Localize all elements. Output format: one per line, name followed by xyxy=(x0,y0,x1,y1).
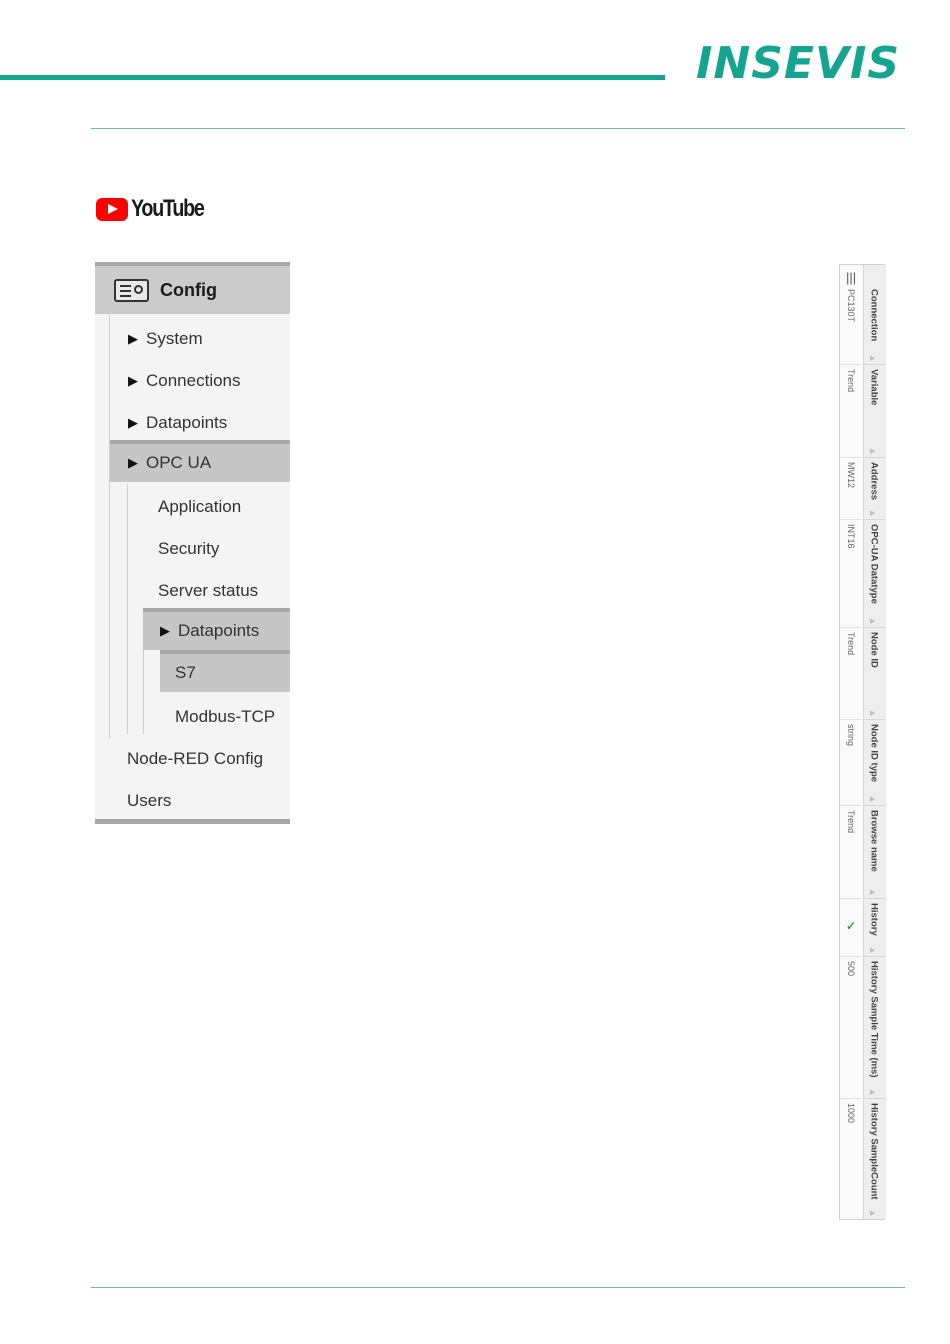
sort-icon[interactable]: ▶ xyxy=(870,947,876,954)
datapoint-table xyxy=(839,264,885,1220)
table-cell[interactable] xyxy=(840,899,862,957)
sort-icon[interactable]: ▶ xyxy=(870,889,876,896)
tree-item-modbus-tcp[interactable] xyxy=(160,696,290,738)
tree-item-connections[interactable] xyxy=(110,360,290,402)
cell-value: Trend xyxy=(846,632,856,656)
column-header-label: Browse name xyxy=(868,810,880,872)
column-header-label: Node ID xyxy=(868,632,880,668)
column-header-node-id-type[interactable] xyxy=(863,720,885,806)
insevis-logo: INSEVIS xyxy=(696,38,901,89)
cell-value: 1000 xyxy=(846,1103,856,1124)
tree-item-label: OPC UA xyxy=(146,453,212,472)
table-cell[interactable] xyxy=(840,285,862,365)
expand-arrow-icon: ▶ xyxy=(160,623,170,638)
tree-item-label: Datapoints xyxy=(178,621,260,640)
header-accent-bar xyxy=(0,75,665,80)
sort-icon[interactable]: ▶ xyxy=(870,355,876,362)
youtube-play-icon xyxy=(96,198,128,221)
table-cell[interactable] xyxy=(840,365,862,458)
tree-item-datapoints[interactable] xyxy=(110,402,290,444)
tree-item-label: Users xyxy=(127,791,172,810)
tree-item-label: Application xyxy=(158,497,242,516)
column-header-label: Address xyxy=(868,462,880,501)
cell-value: MW12 xyxy=(846,462,856,489)
expand-arrow-icon: ▶ xyxy=(128,331,138,346)
expand-arrow-icon: ▶ xyxy=(128,455,138,470)
sort-icon[interactable]: ▶ xyxy=(870,710,876,717)
column-header-label: Node ID type xyxy=(868,724,880,783)
youtube-logo[interactable] xyxy=(96,195,220,223)
column-header-node-id[interactable] xyxy=(863,628,885,720)
cell-value: PC130T xyxy=(846,289,856,323)
tree-item-label: System xyxy=(146,329,203,348)
tree-item-opc-datapoints[interactable] xyxy=(143,608,290,650)
column-header-label: OPC-UA Datatype xyxy=(868,524,880,604)
column-header-label: Variable xyxy=(868,369,880,406)
tree-item-users[interactable] xyxy=(110,780,290,822)
cell-value: INT16 xyxy=(846,524,856,549)
cell-value: 500 xyxy=(846,961,856,977)
column-header-opc-ua-datatype[interactable] xyxy=(863,520,885,628)
history-check-icon: ✓ xyxy=(846,919,857,933)
tree-item-server-status[interactable] xyxy=(128,570,290,612)
table-cell[interactable] xyxy=(840,957,862,1099)
sort-icon[interactable]: ▶ xyxy=(870,1089,876,1096)
tree-item-label: Datapoints xyxy=(146,413,228,432)
table-cell[interactable] xyxy=(840,520,862,628)
column-header-address[interactable] xyxy=(863,458,885,520)
tree-item-label: Node-RED Config xyxy=(127,749,264,768)
column-header-history[interactable] xyxy=(863,899,885,957)
column-header-connection[interactable] xyxy=(863,285,885,365)
table-cell[interactable] xyxy=(840,1099,862,1219)
column-header-label: History xyxy=(868,903,880,936)
tree-item-system[interactable] xyxy=(110,318,290,360)
column-menu-icon[interactable]: ||| xyxy=(846,270,857,285)
tree-guide-line xyxy=(143,650,144,734)
column-header-variable[interactable] xyxy=(863,365,885,458)
tree-item-label: Connections xyxy=(146,371,241,390)
sort-icon[interactable]: ▶ xyxy=(870,510,876,517)
sort-icon[interactable]: ▶ xyxy=(870,1210,876,1217)
header-divider xyxy=(91,128,905,129)
config-panel-icon xyxy=(114,279,149,302)
table-cell[interactable] xyxy=(840,806,862,899)
config-tree-panel xyxy=(95,262,290,824)
footer-divider xyxy=(91,1287,905,1288)
youtube-label: YouTube xyxy=(131,195,204,222)
column-header-label: History Sample Time (ms) xyxy=(868,961,880,1078)
tree-item-security[interactable] xyxy=(128,528,290,570)
sort-icon[interactable]: ▶ xyxy=(870,796,876,803)
tree-item-label: Security xyxy=(158,539,220,558)
table-cell[interactable] xyxy=(840,720,862,806)
sort-icon[interactable]: ▶ xyxy=(870,618,876,625)
column-header-label: History SampleCount xyxy=(868,1103,880,1200)
expand-arrow-icon: ▶ xyxy=(128,415,138,430)
expand-arrow-icon: ▶ xyxy=(128,373,138,388)
tree-item-label: S7 xyxy=(175,663,196,682)
cell-value: Trend xyxy=(846,810,856,834)
config-header[interactable] xyxy=(95,266,290,314)
sort-icon[interactable]: ▶ xyxy=(870,448,876,455)
config-title: Config xyxy=(160,279,217,300)
column-header-browse-name[interactable] xyxy=(863,806,885,899)
tree-item-node-red-config[interactable] xyxy=(110,738,290,780)
tree-item-s7[interactable] xyxy=(160,650,290,692)
column-header-history-samplecount[interactable] xyxy=(863,1099,885,1219)
tree-item-label: Modbus-TCP xyxy=(175,707,276,726)
cell-value: Trend xyxy=(846,369,856,393)
table-cell[interactable] xyxy=(840,458,862,520)
column-header-history-sample-time[interactable] xyxy=(863,957,885,1099)
table-cell[interactable] xyxy=(840,628,862,720)
cell-value: string xyxy=(846,724,856,747)
column-header-label: Connection xyxy=(868,289,880,342)
tree-item-opc-ua[interactable] xyxy=(110,440,290,482)
tree-item-application[interactable] xyxy=(128,486,290,528)
tree-item-label: Server status xyxy=(158,581,259,600)
